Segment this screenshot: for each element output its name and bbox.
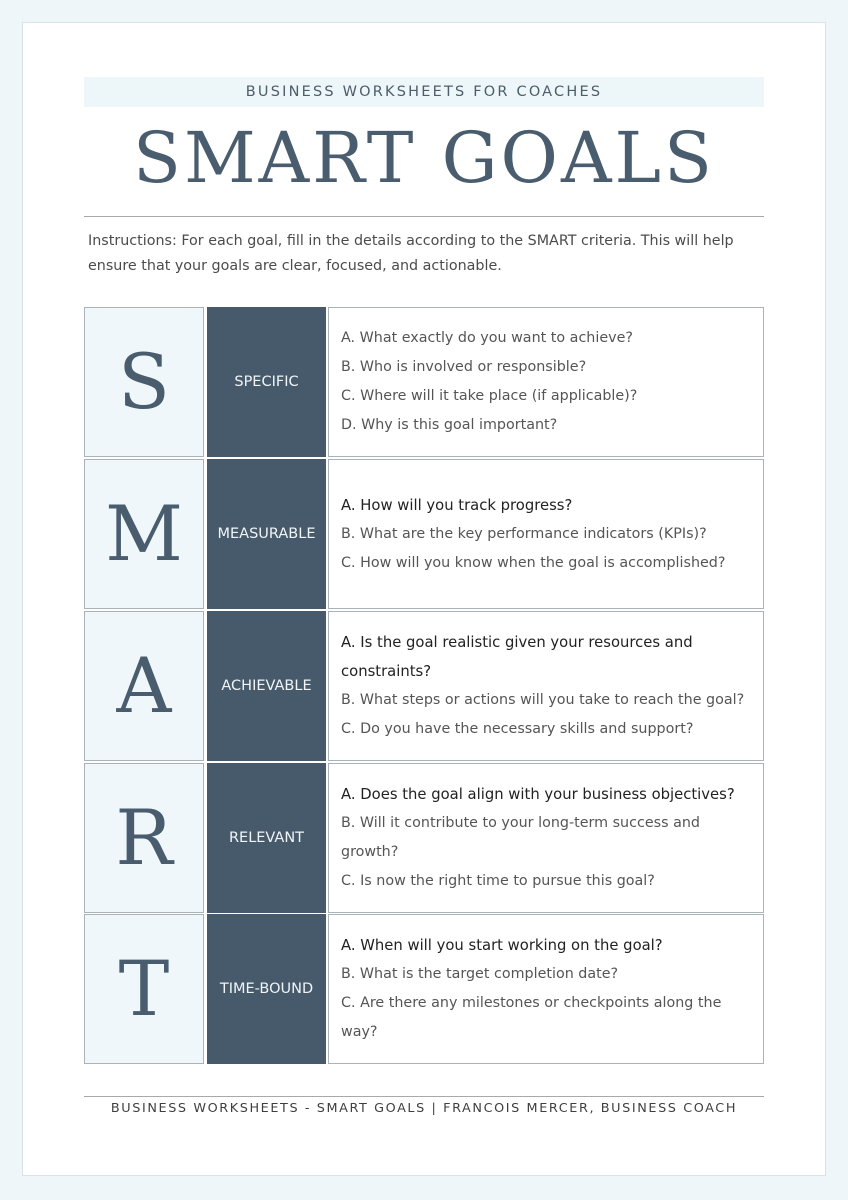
instructions-text: Instructions: For each goal, fill in the details according to the SMART criteria. This will help ensure that your goals are clear, focused, and actionable. xyxy=(88,233,734,274)
letter-cell: T xyxy=(84,914,204,1064)
question-item: A. What exactly do you want to achieve? xyxy=(341,330,633,346)
question-item: B. What are the key performance indicators (KPIs)? xyxy=(341,525,707,542)
page-title: SMART GOALS xyxy=(133,117,715,199)
question-item: C. How will you know when the goal is accomplished? xyxy=(341,554,726,571)
criteria-label: TIME-BOUND xyxy=(207,914,326,1064)
question-item: C. Are there any milestones or checkpoints along the way? xyxy=(341,995,722,1040)
criteria-label: RELEVANT xyxy=(207,763,326,913)
letter-cell: M xyxy=(84,459,204,609)
question-item: C. Where will it take place (if applicable)? xyxy=(341,388,638,404)
question-item: B. Who is involved or responsible? xyxy=(341,359,587,375)
letter-cell: R xyxy=(84,763,204,913)
question-cell xyxy=(328,307,764,457)
smart-row-relevant xyxy=(84,763,764,913)
question-item: C. Is now the right time to pursue this goal? xyxy=(341,873,655,889)
letter-cell: S xyxy=(84,307,204,457)
question-cell xyxy=(328,914,764,1064)
question-item: B. What steps or actions will you take to reach the goal? xyxy=(341,692,745,708)
criteria-label: ACHIEVABLE xyxy=(207,611,326,761)
question-item: C. Do you have the necessary skills and support? xyxy=(341,721,694,737)
smart-row-time-bound xyxy=(84,914,764,1064)
question-cell xyxy=(328,611,764,761)
question-item: D. Why is this goal important? xyxy=(341,417,558,433)
title-divider xyxy=(84,216,764,217)
smart-row-specific xyxy=(84,307,764,457)
footer-text: BUSINESS WORKSHEETS - SMART GOALS | FRANCOIS MERCER, BUSINESS COACH xyxy=(110,1100,738,1116)
question-item: A. How will you track progress? xyxy=(341,496,573,514)
criteria-label: MEASURABLE xyxy=(207,459,326,609)
question-item: A. Does the goal align with your business objectives? xyxy=(341,786,735,803)
question-item: A. Is the goal realistic given your resources and constraints? xyxy=(341,634,693,680)
header-banner: BUSINESS WORKSHEETS FOR COACHES xyxy=(84,77,764,107)
criteria-label: SPECIFIC xyxy=(207,307,326,457)
question-cell xyxy=(328,763,764,913)
question-cell xyxy=(328,459,764,609)
question-item: B. What is the target completion date? xyxy=(341,966,619,982)
smart-row-achievable xyxy=(84,611,764,761)
letter-cell: A xyxy=(84,611,204,761)
footer-divider xyxy=(84,1096,764,1097)
question-item: B. Will it contribute to your long-term success and growth? xyxy=(341,815,700,860)
smart-row-measurable xyxy=(84,459,764,609)
question-item: A. When will you start working on the goal? xyxy=(341,937,663,954)
